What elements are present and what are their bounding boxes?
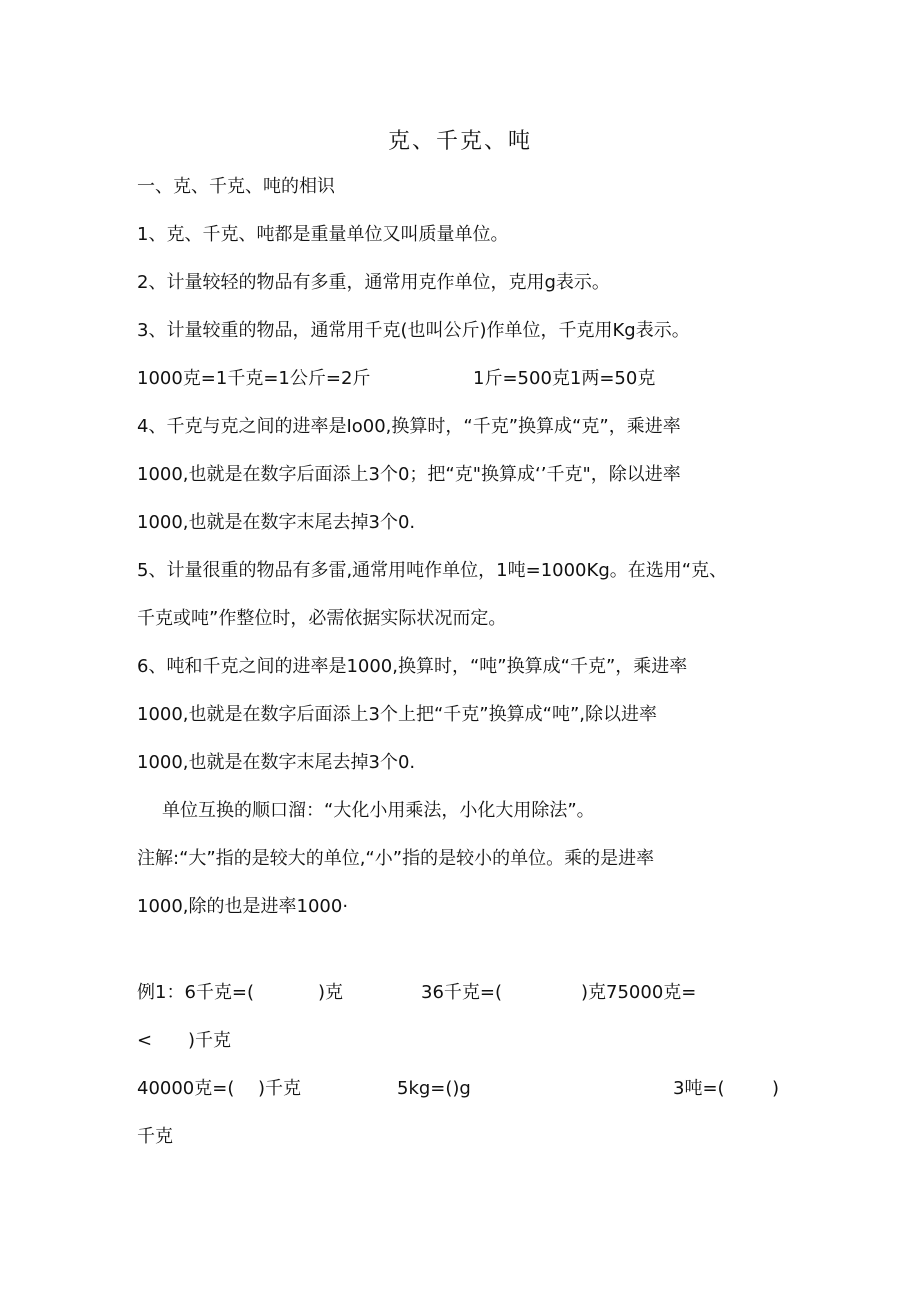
page-title: 克、千克、吨 (387, 129, 532, 154)
example-row-1-part-c: 36千克=( (421, 982, 503, 1003)
paragraph-4-line-2: 1000,也就是在数字后面添上3个0；把“克"换算成‘’千克"，除以进率 (137, 464, 681, 485)
paragraph-2: 2、计量较轻的物品有多重，通常用克作单位，克用g表示。 (137, 272, 610, 293)
paragraph-1: 1、克、千克、吨都是重量单位又叫质量单位。 (137, 224, 509, 245)
example-row-3-part-b: )千克 (258, 1078, 302, 1099)
example-row-3-part-c: 5kg=()g (397, 1078, 471, 1099)
example-row-3-part-a: 40000克=( (137, 1078, 235, 1099)
note-line-2: 1000,除的也是进率1000· (137, 896, 349, 917)
paragraph-3: 3、计量较重的物品，通常用千克(也叫公斤)作单位，千克用Kg表示。 (137, 320, 690, 341)
example-row-3-part-e: ) (772, 1078, 780, 1099)
example-row-2-part-a: < (137, 1030, 153, 1051)
paragraph-4-line-1: 4、千克与克之间的进率是Io00,换算时，“千克”换算成“克”，乘进率 (137, 416, 681, 437)
paragraph-5-line-2: 千克或吨”作整位时，必需依据实际状况而定。 (137, 608, 507, 629)
example-row-4-part-a: 千克 (137, 1126, 173, 1147)
example-row-3-part-d: 3吨=( (673, 1078, 725, 1099)
paragraph-6-line-3: 1000,也就是在数字末尾去掉3个0. (137, 752, 416, 773)
conversion-right: 1斤=500克1两=50克 (473, 368, 656, 389)
rhyme-line: 单位互换的顺口溜：“大化小用乘法，小化大用除法”。 (162, 800, 595, 821)
paragraph-5-line-1: 5、计量很重的物品有多雷,通常用吨作单位，1吨=1000Kg。在选用“克、 (137, 560, 728, 581)
example-row-2-part-b: )千克 (188, 1030, 232, 1051)
example-row-1-part-a: 例1：6千克=( (137, 982, 255, 1003)
example-row-1-part-b: )克 (318, 982, 344, 1003)
example-row-1-part-d: )克75000克= (581, 982, 697, 1003)
section-heading: 一、克、千克、吨的相识 (137, 176, 335, 197)
paragraph-6-line-2: 1000,也就是在数字后面添上3个上把“千克”换算成“吨”,除以进率 (137, 704, 658, 725)
note-line-1: 注解:“大”指的是较大的单位,“小”指的是较小的单位。乘的是进率 (137, 848, 655, 869)
paragraph-6-line-1: 6、吨和千克之间的进率是1000,换算时，“吨”换算成“千克”，乘进率 (137, 656, 688, 677)
conversion-left: 1000克=1千克=1公斤=2斤 (137, 368, 371, 389)
paragraph-4-line-3: 1000,也就是在数字末尾去掉3个0. (137, 512, 416, 533)
